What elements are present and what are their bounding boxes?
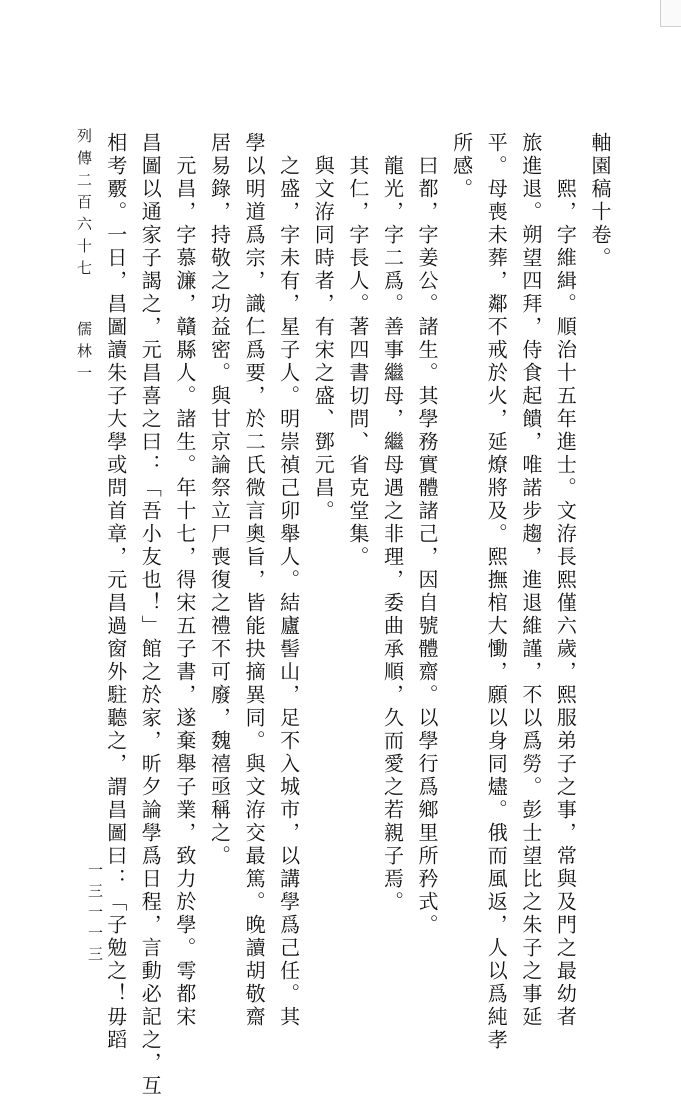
running-head [74, 128, 95, 387]
page-corner-mark [660, 0, 681, 27]
page-number: 一三一一三 [86, 862, 104, 967]
text-column: 相考覈。一日，昌圖讀朱子大學或問首章，元昌過窗外駐聽之，謂昌圖曰：「子勉之！毋蹈 [103, 132, 128, 1052]
text-column: 龍光，字二爲。善事繼母，繼母遇之非理，委曲承順，久而愛之若親子焉。 [380, 155, 405, 914]
text-column: 元昌，字慕濂，贛縣人。諸生。年十七，得宋五子書，遂棄舉子業，致力於學。雩都宋 [172, 155, 197, 1029]
text-column: 軸園稿十卷。 [588, 132, 612, 270]
text-column: 昌圖以通家子謁之，元昌喜之曰：「吾小友也！」館之於家，昕夕論學爲日程，言動必記之，互 [138, 132, 163, 1098]
text-column: 居易錄，持敬之功益密。與甘京論祭立尸喪復之禮不可廢，魏禧亟稱之。 [207, 132, 232, 868]
text-column: 學以明道爲宗，識仁爲要，於二氏微言奧旨，皆能抉摘異同。與文洊交最篤。晚讀胡敬齋 [242, 132, 267, 1029]
text-column: 曰都，字姜公。諸生。其學務實體諸己，因自號體齋。以學行爲鄉里所矜式。 [415, 155, 440, 937]
text-column: 與文洊同時者，有宋之盛、鄧元昌。 [311, 155, 336, 523]
text-column: 所感。 [449, 132, 474, 201]
text-column: 平。母喪未葬，鄰不戒於火，延燎將及。熙撫棺大慟，願以身同燼。俄而風返，人以爲純孝 [484, 132, 509, 1052]
running-head-chapter: 儒林一 [75, 321, 93, 387]
text-column: 其仁，字長人。著四書切問、省克堂集。 [345, 155, 370, 569]
text-column: 旅進退。朔望四拜，侍食起饋，唯諾步趨，進退維謹，不以爲勞。彭士望比之朱子之事延 [518, 132, 543, 1029]
running-head-section: 列傳二百六十七 [75, 128, 93, 282]
text-column: 熙，字維緝。順治十五年進士。文洊長熙僅六歲，熙服弟子之事，常與及門之最幼者 [553, 178, 578, 1029]
main-text-block [98, 132, 617, 1098]
text-column: 之盛，字未有，星子人。明崇禎己卯舉人。結廬髻山，足不入城市，以講學爲己任。其 [276, 155, 301, 1029]
